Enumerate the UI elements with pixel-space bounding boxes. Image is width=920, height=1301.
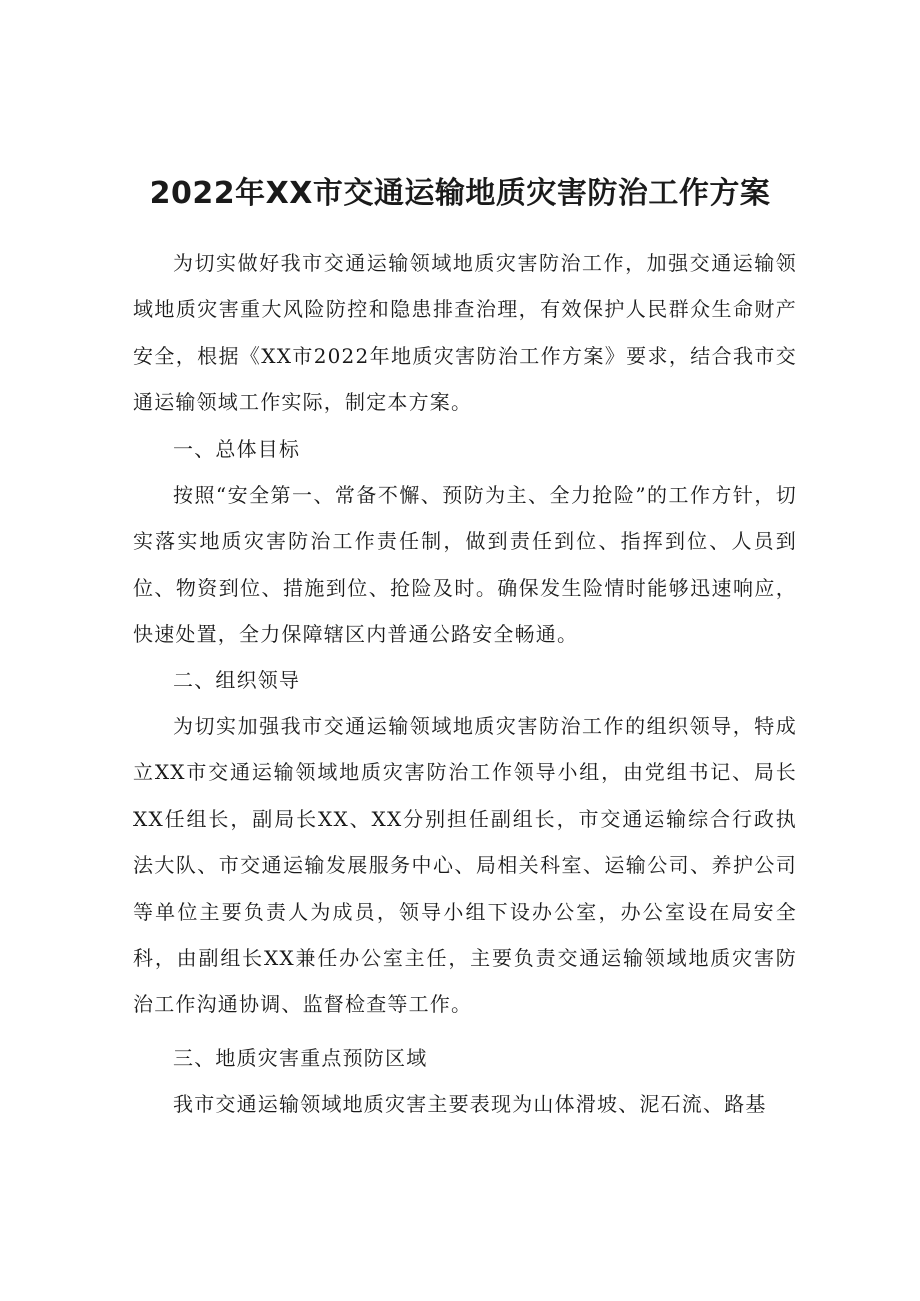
section-heading-key-areas: 三、地质灾害重点预防区域 xyxy=(173,1046,428,1070)
document-title: 2022年XX市交通运输地质灾害防治工作方案 xyxy=(149,176,771,211)
intro-paragraph: 为切实做好我市交通运输领域地质灾害防治工作，加强交通运输领域地质灾害重大风险防控和隐患排查治理，有效保护人民群众生命财产安全，根据《XX市2022年地质灾害防治工作方案》要求，结合我市交通运输领域工作实际，制定本方案。 xyxy=(133,251,797,415)
section-paragraph-organization: 为切实加强我市交通运输领域地质灾害防治工作的组织领导，特成立XX市交通运输领域地质灾害防治工作领导小组，由党组书记、局长XX任组长，副局长XX、XX分别担任副组长，市交通运输综合行政执法大队、市交通运输发展服务中心、局相关科室、运输公司、养护公司等单位主要负责人为成员，领导小组下设办公室，办公室设在局安全科，由副组长XX兼任办公室主任，主要负责交通运输领域地质灾害防治工作沟通协调、监督检查等工作。 xyxy=(133,714,797,1017)
section-paragraph-goals: 按照“安全第一、常备不懈、预防为主、全力抢险”的工作方针，切实落实地质灾害防治工作责任制，做到责任到位、指挥到位、人员到位、物资到位、措施到位、抢险及时。确保发生险情时能够迅速响应，快速处置，全力保障辖区内普通公路安全畅通。 xyxy=(133,483,797,647)
section-heading-goals: 一、总体目标 xyxy=(173,437,301,461)
section-paragraph-key-areas: 我市交通运输领域地质灾害主要表现为山体滑坡、泥石流、路基 xyxy=(173,1092,767,1116)
section-heading-organization: 二、组织领导 xyxy=(173,668,301,692)
